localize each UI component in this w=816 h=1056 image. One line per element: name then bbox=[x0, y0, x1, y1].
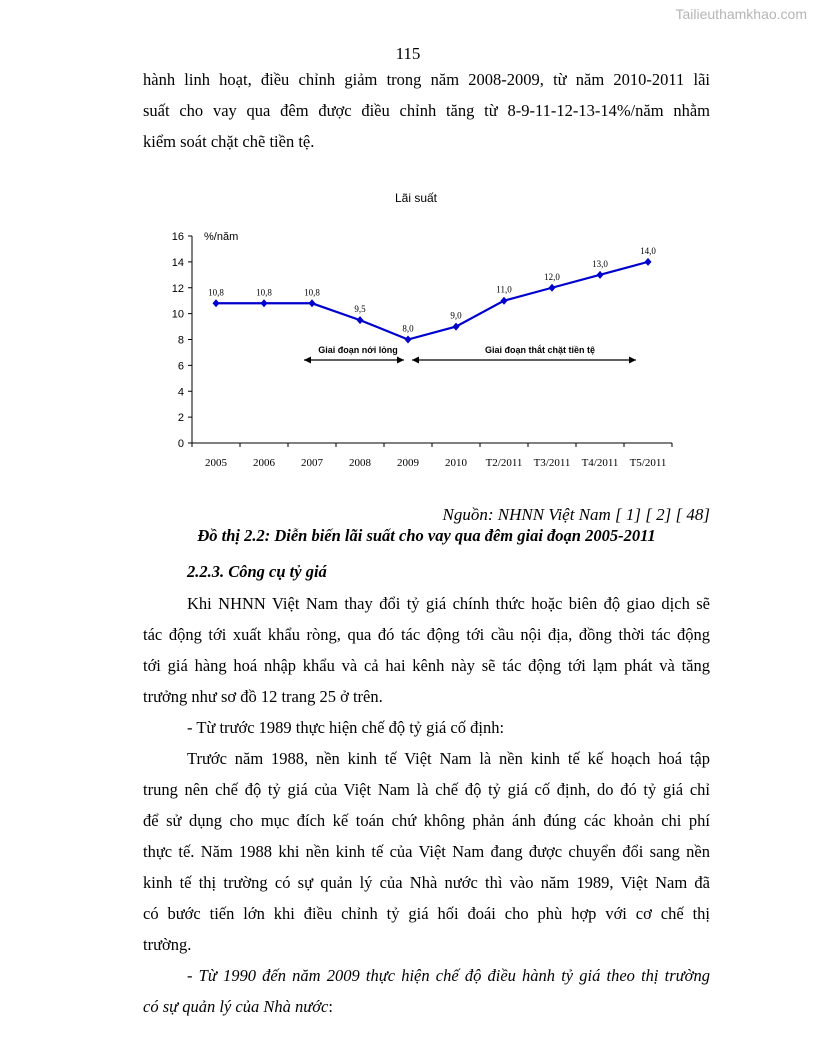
x-tick-label: 2010 bbox=[445, 457, 467, 469]
text-line: suất cho vay qua đêm được điều chỉnh tăng từ 8-9-11-12-13-14%/năm nhằm bbox=[143, 101, 710, 120]
y-axis-label: %/năm bbox=[204, 231, 239, 243]
data-point bbox=[261, 299, 268, 307]
period-annotations bbox=[304, 344, 636, 364]
data-point bbox=[549, 284, 556, 292]
data-label: 12,0 bbox=[544, 271, 560, 282]
y-tick-label: 16 bbox=[171, 231, 184, 243]
colon: : bbox=[328, 997, 333, 1016]
data-point bbox=[597, 271, 604, 279]
x-tick-label: 2007 bbox=[301, 457, 323, 469]
text-line: hành linh hoạt, điều chỉnh giảm trong năm 2008-2009, từ năm 2010-2011 lãi bbox=[143, 70, 710, 89]
tightening-label: Giai đoạn thắt chặt tiền tệ bbox=[484, 345, 596, 355]
x-tick-label: T5/2011 bbox=[629, 457, 667, 469]
series-line bbox=[208, 246, 656, 344]
x-tick-label: 2009 bbox=[397, 457, 419, 469]
data-label: 9,0 bbox=[450, 310, 462, 321]
x-ticks bbox=[192, 443, 672, 469]
text-line: tác động tới xuất khẩu ròng, qua đó tác động tới cầu nội địa, đồng thời tác động bbox=[143, 625, 710, 644]
y-ticks bbox=[172, 231, 192, 450]
x-tick-label: 2006 bbox=[253, 457, 275, 469]
data-label: 10,8 bbox=[256, 287, 272, 298]
x-tick-label: T3/2011 bbox=[533, 457, 571, 469]
data-point bbox=[357, 316, 364, 324]
text-line: thực tế. Năm 1988 khi nền kinh tế của Việt Nam đang được chuyển đổi sang nền bbox=[143, 842, 710, 861]
data-point bbox=[501, 297, 508, 305]
chart-title: Lãi suất bbox=[394, 191, 438, 205]
text-line bbox=[143, 991, 710, 1022]
x-tick-label: T4/2011 bbox=[581, 457, 619, 469]
chart-source: Nguồn: NHNN Việt Nam [ 1] [ 2] [ 48] bbox=[442, 505, 710, 524]
y-tick-label: 8 bbox=[177, 334, 184, 347]
loosening-label: Giai đoạn nới lỏng bbox=[318, 345, 398, 355]
text-line: trưởng như sơ đồ 12 trang 25 ở trên. bbox=[143, 687, 383, 706]
x-tick-label: T2/2011 bbox=[485, 457, 523, 469]
data-label: 10,8 bbox=[208, 287, 224, 298]
y-tick-label: 4 bbox=[177, 386, 184, 399]
intro-paragraph bbox=[143, 64, 710, 157]
bullet-managed-float: - Từ 1990 đến năm 2009 thực hiện chế độ điều hành tỷ giá theo thị trường bbox=[187, 966, 710, 985]
y-tick-label: 14 bbox=[171, 256, 184, 269]
data-label: 11,0 bbox=[496, 284, 512, 295]
text-line: kiểm soát chặt chẽ tiền tệ. bbox=[143, 132, 315, 151]
data-point bbox=[213, 299, 220, 307]
data-point bbox=[453, 323, 460, 331]
data-label: 13,0 bbox=[592, 258, 608, 269]
section-title: 2.2.3. Công cụ tỷ giá bbox=[187, 562, 327, 581]
chart-caption: Đồ thị 2.2: Diễn biến lãi suất cho vay qua đêm giai đoạn 2005-2011 bbox=[197, 526, 656, 545]
x-tick-label: 2008 bbox=[349, 457, 371, 469]
data-point bbox=[309, 299, 316, 307]
data-label: 10,8 bbox=[304, 287, 320, 298]
bullet-managed-float-end: có sự quản lý của Nhà nước bbox=[143, 997, 329, 1016]
x-tick-label: 2005 bbox=[205, 457, 227, 469]
data-label: 9,5 bbox=[354, 304, 366, 315]
text-line: Trước năm 1988, nền kinh tế Việt Nam là nền kinh tế kế hoạch hoá tập bbox=[187, 749, 710, 768]
text-line: có bước tiến lớn khi điều chỉnh tỷ giá hối đoái cho phù hợp với cơ chế thị bbox=[143, 904, 710, 923]
y-tick-label: 10 bbox=[171, 308, 184, 321]
bullet-fixed-rate: - Từ trước 1989 thực hiện chế độ tỷ giá cố định: bbox=[187, 718, 505, 737]
text-line: trường. bbox=[143, 935, 192, 954]
data-label: 14,0 bbox=[640, 245, 656, 256]
interest-rate-chart bbox=[160, 182, 680, 482]
paragraph-exchange-rate bbox=[143, 588, 710, 1022]
data-point bbox=[405, 336, 412, 344]
text-line: Khi NHNN Việt Nam thay đổi tỷ giá chính thức hoặc biên độ giao dịch sẽ bbox=[187, 594, 710, 613]
data-point bbox=[645, 258, 652, 266]
text-line: kinh tế thị trường có sự quản lý của Nhà nước thì vào năm 1989, Việt Nam đã bbox=[143, 873, 710, 892]
page-number: 115 bbox=[395, 44, 421, 63]
y-tick-label: 0 bbox=[177, 438, 184, 450]
data-label: 8,0 bbox=[402, 323, 414, 334]
y-tick-label: 2 bbox=[177, 412, 184, 425]
series-polyline bbox=[216, 262, 648, 340]
y-tick-label: 6 bbox=[177, 360, 184, 373]
text-line: tới giá hàng hoá nhập khẩu và cả hai kênh này sẽ tác động tới lạm phát và tăng bbox=[143, 656, 710, 675]
text-line: trung nên chế độ tỷ giá của Việt Nam là chế độ tỷ giá cố định, do đó tỷ giá chỉ bbox=[143, 780, 710, 799]
text-line: để sử dụng cho mục đích kế toán chứ không phản ánh đúng các khoản chi phí bbox=[143, 811, 710, 830]
y-tick-label: 12 bbox=[171, 282, 184, 295]
watermark: Tailieuthamkhao.com bbox=[675, 6, 807, 22]
